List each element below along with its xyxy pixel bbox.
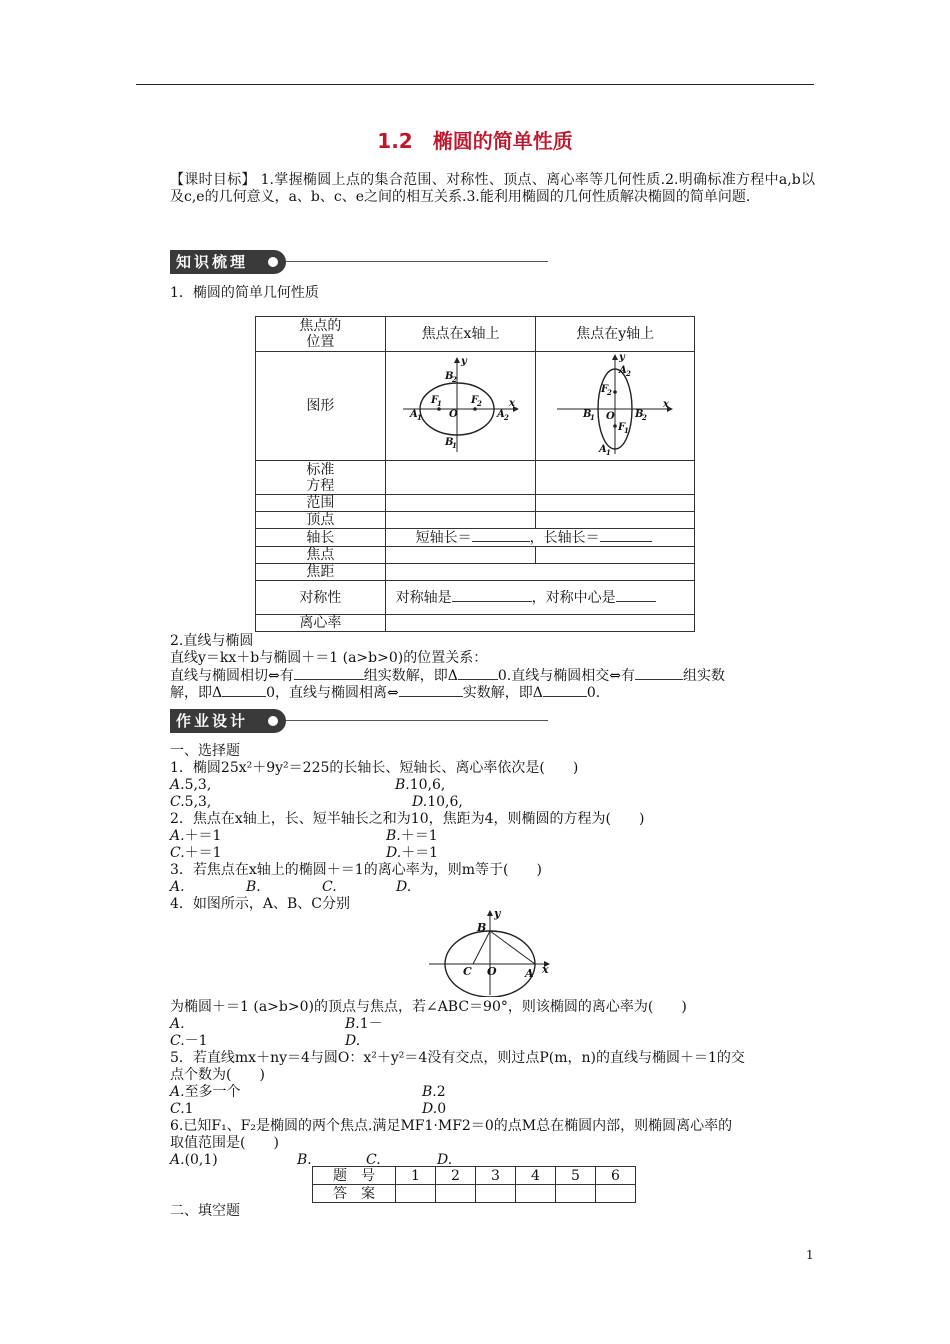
question-5: 5．若直线mx＋ny＝4与圆O：x²＋y²＝4没有交点，则过点P(m，n)的直线与椭圆＋＝1的交 — [170, 1050, 745, 1066]
option-row — [170, 794, 211, 810]
ellipse-y-figure — [553, 352, 677, 456]
answer-cell — [385, 529, 694, 547]
bullet-dot-icon — [268, 257, 278, 267]
subscript: 2 — [642, 413, 648, 422]
answer-cell[interactable] — [556, 1185, 596, 1203]
point-label: A — [599, 444, 607, 455]
origin-label: O — [606, 411, 615, 422]
fill-blank — [543, 684, 587, 697]
option-letter: D. — [396, 879, 412, 895]
question-5-cont: 点个数为( ) — [170, 1067, 265, 1083]
axis-label: x — [663, 399, 670, 410]
answer-cell[interactable] — [516, 1185, 556, 1203]
option-text: ＋＝1 — [401, 845, 439, 861]
option-letter: D. — [386, 845, 402, 861]
point-label: A — [409, 409, 418, 420]
axis-label: y — [460, 356, 467, 367]
text-run: 0.直线与椭圆相交⇔有 — [497, 668, 635, 684]
question-1: 1．椭圆25x²＋9y²＝225的长轴长、短轴长、离心率依次是( ) — [170, 760, 579, 776]
option-letter: C. — [170, 794, 185, 810]
point-label: C — [463, 965, 472, 978]
fill-blank — [458, 667, 498, 680]
row-label — [256, 461, 386, 495]
section-label: 知识梳理 — [170, 250, 286, 274]
option-row — [170, 1033, 208, 1049]
header-cell — [256, 317, 386, 352]
question-6: 6.已知F₁、F₂是椭圆的两个焦点.满足MF1·MF2＝0的点M总在椭圆内部，则椭圆离心率的 — [170, 1118, 733, 1134]
point-label: A — [619, 365, 627, 376]
option-letter: C. — [170, 1101, 185, 1117]
option-letter: C. — [170, 845, 185, 861]
subscript: 1 — [436, 399, 442, 408]
page-number: 1 — [806, 1248, 814, 1262]
answer-cell — [536, 461, 695, 495]
answer-cell — [536, 547, 695, 564]
text-run: 实数解，即Δ — [462, 685, 543, 701]
option-text: 5,3, — [184, 777, 212, 793]
option-row — [422, 1101, 446, 1117]
point-label: A — [496, 409, 505, 420]
point-label: B — [444, 437, 453, 448]
fill-blank — [472, 529, 530, 542]
lesson-goal: 【课时目标】 1.掌握椭圆上点的集合范围、对称性、顶点、离心率等几何性质.2.明确标准方程中a,b以及c,e的几何意义，a、b、c、e之间的相互关系.3.能利用椭圆的几何性质解决椭圆的简单问题. — [170, 172, 815, 205]
option-letter: D. — [345, 1033, 361, 1049]
option-text: 1 — [184, 1101, 194, 1117]
text-run: 组实数 — [682, 668, 725, 684]
subscript: 1 — [606, 448, 612, 456]
row-label: 焦点 — [256, 547, 386, 564]
header-cell: 焦点在x轴上 — [385, 317, 536, 352]
row-label: 对称性 — [256, 581, 386, 615]
subscript: 1 — [590, 413, 596, 422]
k2-line-3 — [170, 684, 600, 701]
bullet-dot-icon — [268, 716, 278, 726]
option-text: －1 — [184, 1033, 208, 1049]
option-letter: A. — [170, 1084, 185, 1100]
option-row — [170, 1084, 241, 1100]
point-label: F — [470, 395, 478, 406]
option-row — [345, 1016, 383, 1032]
text-run: 解，即Δ — [170, 685, 223, 701]
answer-header: 题 号 — [313, 1167, 396, 1185]
option-letter: D. — [437, 1152, 453, 1168]
row-text: 短轴长＝ — [415, 530, 472, 546]
subscript: 1 — [416, 413, 422, 422]
q4-ellipse-figure — [425, 907, 555, 997]
properties-table — [255, 316, 695, 632]
point-label: B — [583, 409, 592, 420]
option-letter: B. — [246, 879, 261, 895]
option-text: ＋＝1 — [184, 845, 222, 861]
text-run: 0. — [586, 685, 601, 701]
question-3: 3．若焦点在x轴上的椭圆＋＝1的离心率为，则m等于( ) — [170, 862, 542, 878]
option-text: ＋＝1 — [184, 828, 222, 844]
answer-number: 1 — [396, 1167, 436, 1185]
subscript: 2 — [607, 388, 613, 397]
answer-cell — [385, 547, 536, 564]
option-letter: A. — [170, 1152, 185, 1168]
option-text: 0 — [437, 1101, 447, 1117]
option-text: 10,6, — [409, 777, 446, 793]
option-letter: C. — [322, 879, 337, 895]
question-2: 2．焦点在x轴上，长、短半轴长之和为10，焦距为4，则椭圆的方程为( ) — [170, 811, 645, 827]
option-row — [422, 1084, 446, 1100]
fill-blank — [452, 589, 532, 602]
point-label: F — [430, 395, 438, 406]
answer-cell — [385, 461, 536, 495]
row-label: 离心率 — [256, 615, 386, 632]
ellipse-x-figure — [399, 354, 523, 454]
option-letter: A. — [170, 828, 185, 844]
option-letter: B. — [386, 828, 401, 844]
part-heading: 二、填空题 — [170, 1203, 240, 1219]
fill-blank — [294, 667, 364, 680]
answer-number: 6 — [596, 1167, 636, 1185]
option-row — [386, 828, 438, 844]
subscript: 2 — [476, 399, 482, 408]
subscript: 1 — [451, 441, 457, 450]
row-label: 焦距 — [256, 564, 386, 581]
answer-row-label: 答 案 — [313, 1185, 396, 1203]
section-label: 作业设计 — [170, 709, 286, 733]
option-letter: C. — [366, 1152, 381, 1168]
section-rule — [286, 720, 548, 721]
header-text: 位置 — [306, 334, 335, 350]
header-cell: 焦点在y轴上 — [536, 317, 695, 352]
row-label-text: 方程 — [306, 477, 335, 494]
answer-cell — [536, 495, 695, 512]
option-letter: B. — [422, 1084, 437, 1100]
option-row — [412, 794, 463, 810]
option-letter: D. — [422, 1101, 438, 1117]
point-label: F — [601, 384, 609, 395]
option-text: 1－ — [359, 1016, 383, 1032]
point-label: B — [635, 409, 644, 420]
axis-label: x — [508, 398, 515, 409]
subscript: 1 — [624, 426, 630, 435]
option-text: (0,1) — [184, 1152, 218, 1168]
row-text: 对称轴是 — [395, 590, 452, 606]
answer-number: 3 — [476, 1167, 516, 1185]
option-text: 2 — [436, 1084, 446, 1100]
row-label: 范围 — [256, 495, 386, 512]
option-letter: D. — [412, 794, 428, 810]
row-text: ，长轴长＝ — [529, 530, 600, 546]
option-letter: A. — [170, 1016, 185, 1032]
section-rule — [286, 261, 548, 262]
row-label: 轴长 — [256, 529, 386, 547]
option-letter: A. — [170, 777, 185, 793]
origin-label: O — [487, 965, 497, 978]
knowledge-item-2: 2.直线与椭圆 — [170, 633, 254, 649]
point-label: B — [477, 921, 487, 934]
option-row — [170, 1152, 218, 1168]
answer-cell — [536, 512, 695, 529]
figure-cell — [385, 352, 536, 461]
fill-blank — [600, 529, 652, 542]
k2-line-2 — [170, 667, 725, 684]
answer-number: 2 — [436, 1167, 476, 1185]
text-run: 直线与椭圆相切⇔有 — [170, 668, 294, 684]
row-text: ，对称中心是 — [531, 590, 616, 606]
option-letter: B. — [297, 1152, 312, 1168]
origin-label: O — [448, 409, 458, 420]
option-letter: A. — [170, 879, 185, 895]
answer-cell[interactable] — [596, 1185, 636, 1203]
option-row — [395, 777, 445, 793]
header-text: 焦点的 — [299, 318, 342, 334]
fill-blank — [616, 589, 656, 602]
text-run: 组实数解，即Δ — [363, 668, 458, 684]
option-letter: B. — [345, 1016, 360, 1032]
option-row — [170, 828, 221, 844]
row-label-text: 标准 — [306, 461, 335, 478]
subscript: 2 — [503, 413, 509, 422]
fill-blank — [635, 667, 683, 680]
option-row — [170, 845, 222, 861]
answer-number: 4 — [516, 1167, 556, 1185]
answer-cell — [385, 495, 536, 512]
option-text: 至多一个 — [184, 1084, 241, 1100]
option-row — [170, 777, 211, 793]
fill-blank — [399, 684, 463, 697]
option-letter: B. — [395, 777, 410, 793]
row-label: 图形 — [256, 352, 386, 461]
page-title: 1.2 椭圆的简单性质 — [377, 129, 573, 153]
answer-cell — [385, 512, 536, 529]
option-text: ＋＝1 — [400, 828, 438, 844]
subscript: 2 — [451, 375, 457, 384]
row-label: 顶点 — [256, 512, 386, 529]
knowledge-item-1: 1．椭圆的简单几何性质 — [170, 285, 319, 301]
option-text: 5,3, — [184, 794, 212, 810]
header-rule — [136, 84, 814, 85]
text-run: 0，直线与椭圆相离⇔ — [266, 685, 399, 701]
question-4: 4．如图所示，A、B、C分别 — [170, 896, 351, 912]
answer-cell[interactable] — [476, 1185, 516, 1203]
option-text: 10,6, — [427, 794, 463, 810]
option-row — [386, 845, 438, 861]
option-letter: C. — [170, 1033, 185, 1049]
answer-cell — [385, 581, 694, 615]
point-label: F — [618, 422, 626, 433]
fill-blank — [222, 684, 266, 697]
option-row — [170, 1101, 194, 1117]
k2-line-1: 直线y＝kx＋b与椭圆＋＝1 (a>b>0)的位置关系： — [170, 650, 488, 666]
answer-cell — [385, 615, 694, 632]
answer-table — [312, 1166, 636, 1203]
question-4-text: 为椭圆＋＝1 (a>b>0)的顶点与焦点，若∠ABC＝90°，则该椭圆的离心率为( ) — [170, 999, 687, 1015]
answer-cell[interactable] — [396, 1185, 436, 1203]
axis-label: y — [494, 907, 501, 920]
point-label: A — [525, 967, 534, 980]
answer-cell — [385, 564, 694, 581]
figure-cell — [536, 352, 695, 461]
subscript: 2 — [626, 369, 632, 378]
part-heading: 一、选择题 — [170, 743, 240, 759]
axis-label: y — [619, 352, 625, 363]
answer-number: 5 — [556, 1167, 596, 1185]
point-label: B — [444, 371, 453, 382]
answer-cell[interactable] — [436, 1185, 476, 1203]
question-6-cont: 取值范围是( ) — [170, 1135, 279, 1151]
axis-label: x — [542, 963, 549, 976]
